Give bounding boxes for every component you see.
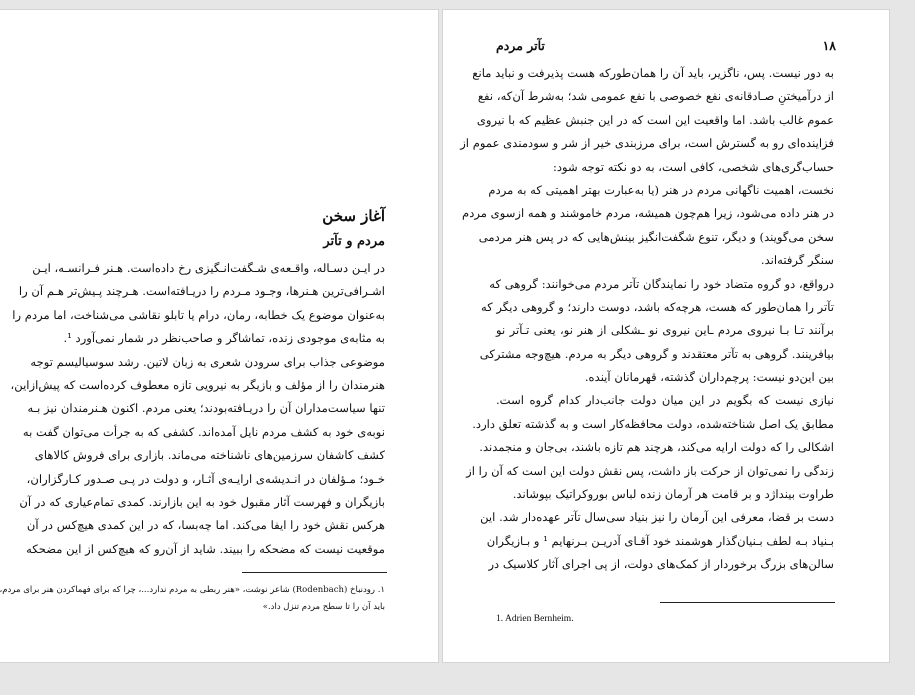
- text-line: از درآمیختنِ صـادقانه‌ی نفع خصوصی با نفع عمومی شد؛ به‌شرط آن‌که، نفع: [477, 89, 834, 104]
- footnote-divider: [242, 572, 387, 573]
- left-page: [0, 10, 438, 662]
- text-line: هرکس نقش خود را ایفا می‌کند. اما چه‌بسا، که در این کمدی هیچ‌کس در آن: [26, 518, 385, 533]
- text-line: حساب‌گری‌های شخصی، کافی است، به دو نکته توجه شود:: [552, 159, 834, 174]
- right-footnote: 1. Adrien Bernheim.: [496, 614, 574, 624]
- text-line: به مثابه‌ی موجودی زنده، تماشاگر و صاحب‌نظر در شمار نمی‌آورد ¹.: [63, 331, 385, 346]
- left-footnote: [0, 582, 385, 616]
- left-body-text: [0, 257, 438, 561]
- text-line: مطابق یک اصل شناخته‌شده، دولت محافظه‌کار است و به گذشته تعلق دارد.: [472, 416, 834, 431]
- section-subheading: مردم و تآتر: [323, 234, 385, 249]
- running-title: تآتر مردم: [496, 38, 545, 53]
- text-line: درواقع، دو گروه متضاد خود را نمایندگان تآتر مردم می‌خوانند: گروهی که: [489, 276, 834, 291]
- footnote-divider: [660, 602, 835, 603]
- text-line: در هنر داده می‌شود، زیرا هم‌چون همیشه، مردم خاموشند و همه ازسوی مردم: [462, 206, 834, 221]
- text-line: سالن‌های بزرگ برخوردار از کمک‌های دولت، از پی اجرای آثار کلاسیک در: [488, 557, 834, 572]
- text-line: بین این‌دو نیست: پرچم‌داران گذشته، قهرمانان آینده.: [584, 370, 834, 385]
- footnote-line: ۱. رودنباخ (Rodenbach) شاعر نوشت، «هنر ربطی به مردم ندارد...، چرا که برای فهماکردن هنر برای مردم،: [0, 585, 385, 595]
- text-line: موقعیت نیست که مضحکه را ببیند. شاید از آن‌رو که هیچ‌کس از این مضحکه: [26, 541, 385, 556]
- text-line: به دور نیست. پس، ناگزیر، باید آن را همان‌طورکه هست پذیرفت و نباید مانع: [472, 66, 834, 80]
- text-line: بیافرینند. گروهی به تآتر معتقدند و گروهی دیگر به مردم. هیچ‌وجه مشترکی: [479, 346, 834, 361]
- text-line: هنرمندان را از مؤلف و بازیگر به نیرویی تازه معطوف کرده‌است که پیش‌ازاین،: [10, 377, 385, 392]
- right-page: [443, 10, 889, 662]
- right-body-text: [443, 62, 889, 577]
- text-line: اشکالی را که دولت ارایه می‌کند، هرچند هم تازه باشند، بی‌جان و منجمدند.: [479, 440, 834, 455]
- text-line: فزاینده‌ای رو به گسترش است، برای مرزبندی خیر از شر و سودمندی عموم از: [460, 136, 834, 151]
- text-line: دست بر قضا، معرفی این آرمان را نیز بنیاد سی‌سال تآتر عهده‌دار شد. این: [480, 510, 834, 525]
- page-number: ۱۸: [822, 38, 836, 53]
- text-line: اشـرافی‌ترین هـنرها، وجـود مـردم را دریـافته‌است. هـرچند پـیش‌تر هـم آن را: [18, 284, 385, 299]
- text-line: به‌عنوان موضوع یک خطابه، رمان، درام یا تابلو نقاشی می‌شناخت، اما مردم را: [12, 307, 385, 322]
- text-line: تنها سیاست‌مداران آن را دریـافته‌بودند؛ یعنی مردم. اکنون هـنرمندان نیز بـه: [27, 401, 385, 416]
- text-line: زندگی را نمی‌توان از حرکت باز داشت، پس نقش دولت این است که آن را از: [466, 463, 834, 478]
- text-line: کشف کاشفان سرزمین‌های ناشناخته می‌ماند. بازاری برای فروش کالاهای: [34, 448, 385, 463]
- text-line: نیازی نیست که بگویم در این میان دولت جانب‌دار کدام گروه است.: [496, 393, 834, 408]
- text-line: برآنند تـا بـا نیروی مردم ـاین نیروی نو ـشکلی از هنر نو، یعنی تـآتر نو: [496, 323, 834, 338]
- text-line: سخن می‌گویند) و دیگر، تنوع شگفت‌انگیز بینش‌هایی که در پس هنر مردمی: [478, 229, 834, 244]
- text-line: نخست، اهمیت ناگهانی مردم در هنر (یا به‌عبارت بهتر اهمیتی که به مردم: [488, 182, 834, 197]
- text-line: موضوعی جذاب برای سرودن شعری به زبان لاتین. رشد سوسیالیسم توجه: [30, 354, 385, 369]
- text-line: بازیگران و فهرست آثار مقبول خود به این بازارند. کمدی تمام‌عیاری که در آن: [19, 494, 385, 509]
- chapter-heading: آغاز سخن: [322, 207, 385, 225]
- text-line: بـنیاد بـه لطف بـنیان‌گذار هوشمند خود آقـای آدریـن بـرنهایم ¹ و بـازیگران: [486, 533, 834, 548]
- text-line: طراوت بینداژد و بر قامت هر آرمان زنده لباس بوروکراتیک بپوشاند.: [512, 487, 834, 502]
- text-line: عموم غالب باشد. اما واقعیت این است که در این جنبش عظیم که با نیروی: [476, 112, 834, 127]
- text-line: تآتر را همان‌طور که هست، هرچه‌که باشد، دوست دارند؛ و گروهی دیگر که: [480, 299, 834, 314]
- text-line: در ایـن دسـاله، واقـعه‌ی شـگفت‌انـگیزی رخ داده‌است. هـنر فـرانسـه، ایـن: [32, 261, 385, 275]
- text-line: خـود؛ مـؤلفان در انـدیشه‌ی ارایـه‌ی آثـار، و دولت در پـی صـدور کـارگزاران،: [26, 471, 385, 486]
- footnote-line: باید آن را تا سطح مردم تنزل داد.»: [262, 602, 385, 612]
- text-line: سنگر گرفته‌اند.: [760, 253, 834, 268]
- text-line: نوبه‌ی خود به کشف مردم نایل آمده‌اند. کشفی که به جرأت می‌توان گفت به: [22, 424, 385, 439]
